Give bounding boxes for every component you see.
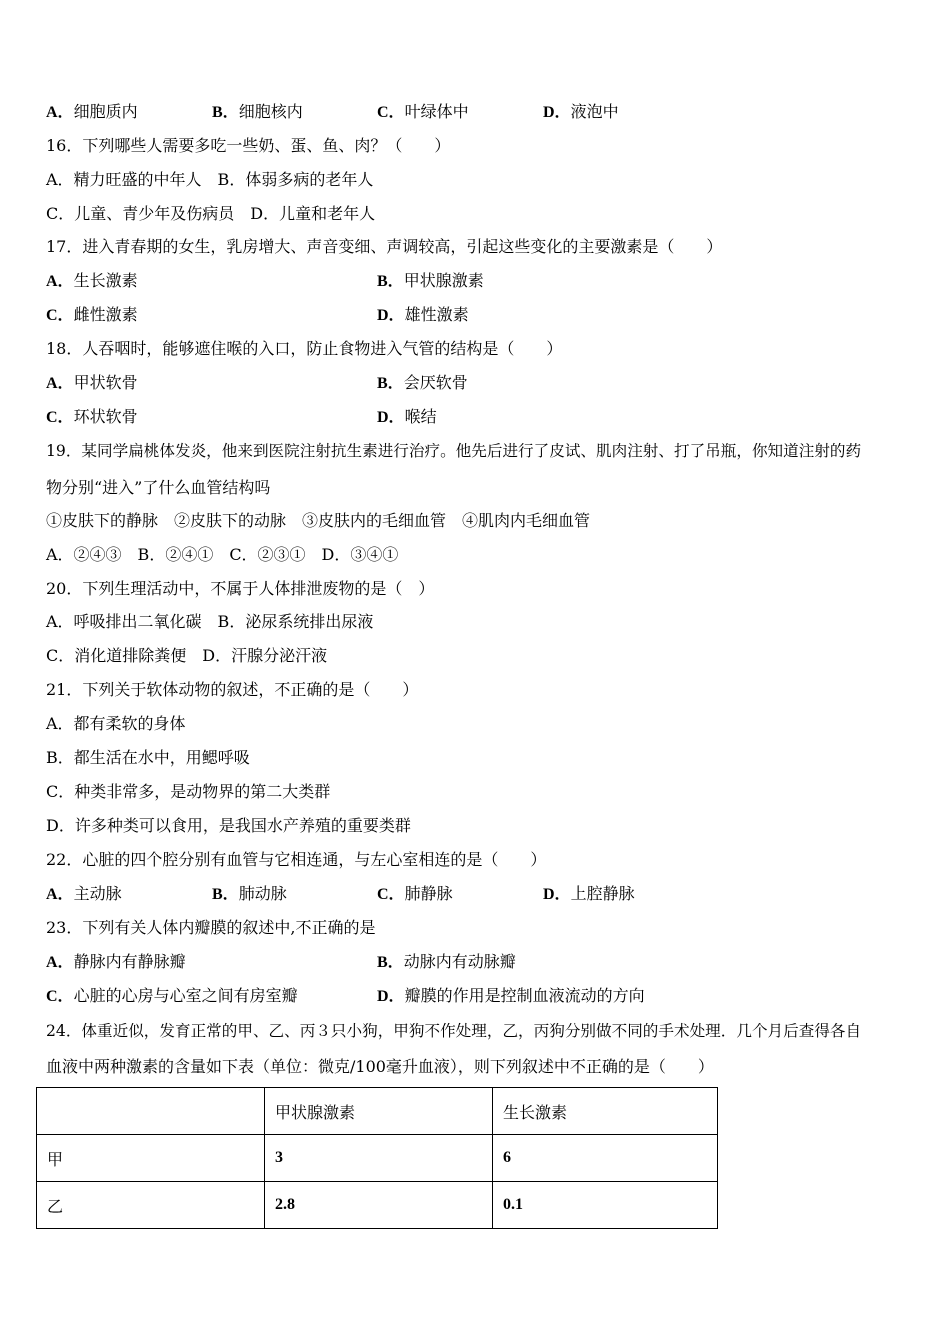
table-cell: 甲 xyxy=(37,1135,265,1182)
q16-stem: 16．下列哪些人需要多吃一些奶、蛋、鱼、肉？（ ） xyxy=(46,136,451,155)
table-cell: 2.8 xyxy=(265,1182,493,1229)
q17-option-c: C．雌性激素 xyxy=(46,305,138,324)
q24-stem-line2: 血液中两种激素的含量如下表（单位：微克/100毫升血液），则下列叙述中不正确的是（ ） xyxy=(46,1057,714,1076)
q15-option-b: B．细胞核内 xyxy=(212,102,303,121)
q18-option-d: D．喉结 xyxy=(377,407,437,426)
q21-option-b: B．都生活在水中，用鳃呼吸 xyxy=(46,748,250,767)
q22-stem: 22．心脏的四个腔分别有血管与它相连通，与左心室相连的是（ ） xyxy=(46,850,547,869)
q21-stem: 21．下列关于软体动物的叙述，不正确的是（ ） xyxy=(46,680,419,699)
table-cell: 3 xyxy=(265,1135,493,1182)
q23-option-d: D．瓣膜的作用是控制血液流动的方向 xyxy=(377,986,645,1005)
table-row xyxy=(37,1182,718,1229)
q20-options-line2: C．消化道排除粪便 D．汗腺分泌汗液 xyxy=(46,646,328,665)
table-header-cell: 生长激素 xyxy=(493,1088,718,1135)
q21-option-a: A．都有柔软的身体 xyxy=(46,714,186,733)
q23-stem: 23．下列有关人体内瓣膜的叙述中,不正确的是 xyxy=(46,918,376,937)
q20-options-line1: A．呼吸排出二氧化碳 B．泌尿系统排出尿液 xyxy=(46,612,374,631)
q21-option-c: C．种类非常多，是动物界的第二大类群 xyxy=(46,782,331,801)
table-header-cell: 甲状腺激素 xyxy=(265,1088,493,1135)
q17-option-b: B．甲状腺激素 xyxy=(377,271,484,290)
q19-stem-line1: 19．某同学扁桃体发炎，他来到医院注射抗生素进行治疗。他先后进行了皮试、肌肉注射、打了吊瓶，你知道注射的药 xyxy=(46,442,862,460)
q15-option-a: A．细胞质内 xyxy=(46,102,138,121)
q23-option-c: C．心脏的心房与心室之间有房室瓣 xyxy=(46,986,298,1005)
q23-option-b: B．动脉内有动脉瓣 xyxy=(377,952,516,971)
q22-option-d: D．上腔静脉 xyxy=(543,884,635,903)
table-header-row xyxy=(37,1088,718,1135)
hormone-table xyxy=(36,1087,718,1229)
q18-stem: 18．人吞咽时，能够遮住喉的入口，防止食物进入气管的结构是（ ） xyxy=(46,339,563,358)
q15-option-c: C．叶绿体中 xyxy=(377,102,469,121)
q17-option-d: D．雄性激素 xyxy=(377,305,469,324)
q22-option-c: C．肺静脉 xyxy=(377,884,453,903)
table-cell: 0.1 xyxy=(493,1182,718,1229)
q22-option-b: B．肺动脉 xyxy=(212,884,287,903)
q22-option-a: A．主动脉 xyxy=(46,884,122,903)
q17-stem: 17．进入青春期的女生，乳房增大、声音变细、声调较高，引起这些变化的主要激素是（ ） xyxy=(46,237,723,256)
q18-option-b: B．会厌软骨 xyxy=(377,373,468,392)
table-row xyxy=(37,1135,718,1182)
table-cell: 乙 xyxy=(37,1182,265,1229)
q24-stem-line1: 24．体重近似，发育正常的甲、乙、丙３只小狗，甲狗不作处理，乙，丙狗分别做不同的手术处理．几个月后查得各自 xyxy=(46,1022,862,1040)
q19-stem-line2: 物分别“进入”了什么血管结构吗 xyxy=(46,478,271,497)
q23-option-a: A．静脉内有静脉瓣 xyxy=(46,952,186,971)
q18-option-a: A．甲状软骨 xyxy=(46,373,138,392)
q16-options-line2: C．儿童、青少年及伤病员 D．儿童和老年人 xyxy=(46,204,376,223)
q19-options: A．②④③ B．②④① C．②③① D．③④① xyxy=(46,545,399,564)
q17-option-a: A．生长激素 xyxy=(46,271,138,290)
table-header-cell xyxy=(37,1088,265,1135)
table-cell: 6 xyxy=(493,1135,718,1182)
q15-option-d: D．液泡中 xyxy=(543,102,619,121)
q19-items: ①皮肤下的静脉 ②皮肤下的动脉 ③皮肤内的毛细血管 ④肌肉内毛细血管 xyxy=(46,511,591,530)
q18-option-c: C．环状软骨 xyxy=(46,407,138,426)
q21-option-d: D．许多种类可以食用，是我国水产养殖的重要类群 xyxy=(46,816,411,835)
q16-options-line1: A．精力旺盛的中年人 B．体弱多病的老年人 xyxy=(46,170,374,189)
q20-stem: 20．下列生理活动中，不属于人体排泄废物的是（ ） xyxy=(46,579,435,598)
